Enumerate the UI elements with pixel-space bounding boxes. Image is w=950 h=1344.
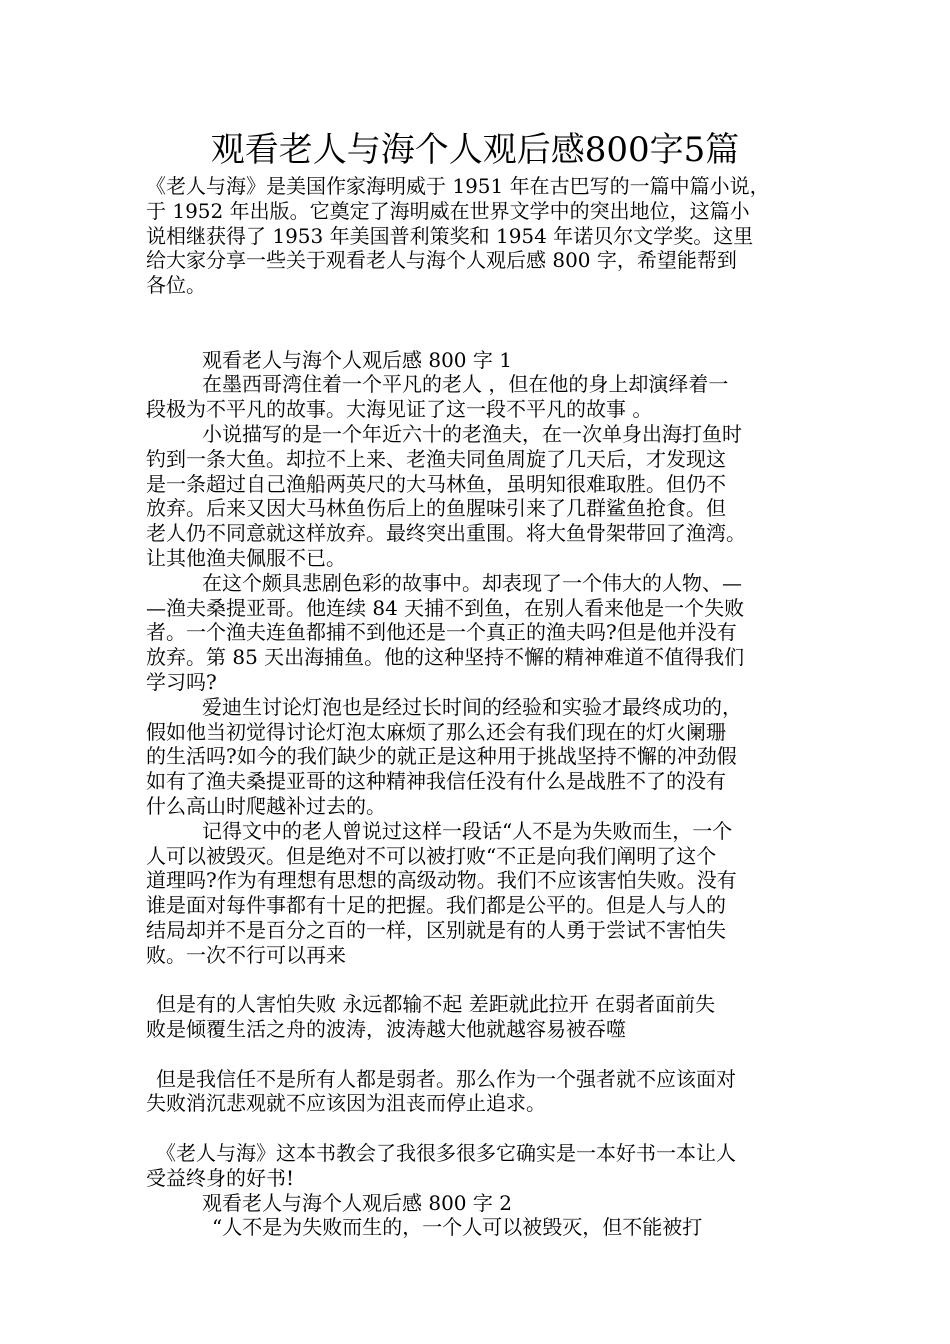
paragraph-line: 段极为不平凡的故事。大海见证了这一段不平凡的故事 。 xyxy=(146,397,653,422)
paragraph-line: 放弃。第 85 天出海捕鱼。他的这种坚持不懈的精神难道不值得我们 xyxy=(146,645,745,670)
blank-line xyxy=(146,968,818,993)
paragraph-line: 《老人与海》这本书教会了我很多很多它确实是一本好书一本让人 xyxy=(156,1141,736,1166)
paragraph-line: “人不是为失败而生的，一个人可以被毁灭，但不能被打 xyxy=(212,1215,703,1240)
paragraph-line: 在这个颇具悲剧色彩的故事中。却表现了一个伟大的人物、— xyxy=(202,570,742,595)
paragraph-line: —渔夫桑提亚哥。他连续 84 天捕不到鱼，在别人看来他是一个失败 xyxy=(146,595,745,620)
paragraph-line: 小说描写的是一个年近六十的老渔夫，在一次单身出海打鱼时 xyxy=(202,421,742,446)
section-heading: 观看老人与海个人观后感 800 字 1 xyxy=(202,347,512,372)
intro-line: 于 1952 年出版。它奠定了海明威在世界文学中的突出地位，这篇小 xyxy=(146,198,750,223)
paragraph-line: 爱迪生讨论灯泡也是经过长时间的经验和实验才最终成功的， xyxy=(202,694,742,719)
paragraph-line: 的生活吗?如今的我们缺少的就正是这种用于挑战坚持不懈的冲劲假 xyxy=(146,744,737,769)
paragraph-line: 老人仍不同意就这样放弃。最终突出重围。将大鱼骨架带回了渔湾。 xyxy=(146,521,746,546)
blank-line xyxy=(146,298,818,323)
paragraph-line: 败是倾覆生活之舟的波涛，波涛越大他就越容易被吞噬 xyxy=(146,1017,626,1042)
paragraph-line: 假如他当初觉得讨论灯泡太麻烦了那么还会有我们现在的灯火阑珊 xyxy=(146,719,726,744)
paragraph-line: 让其他渔夫佩服不已。 xyxy=(146,545,346,570)
document-body xyxy=(146,174,818,1240)
intro-line: 给大家分享一些关于观看老人与海个人观后感 800 字，希望能帮到 xyxy=(146,248,737,273)
paragraph-line: 失败消沉悲观就不应该因为沮丧而停止追求。 xyxy=(146,1091,546,1116)
paragraph-line: 结局却并不是百分之百的一样，区别就是有的人勇于尝试不害怕失 xyxy=(146,917,726,942)
paragraph-line: 记得文中的老人曾说过这样一段话“人不是为失败而生，一个 xyxy=(202,818,733,843)
paragraph-line: 人可以被毁灭。但是绝对不可以被打败“不正是向我们阐明了这个 xyxy=(146,843,717,868)
paragraph-line: 败。一次不行可以再来 xyxy=(146,942,346,967)
intro-line: 说相继获得了 1953 年美国普利策奖和 1954 年诺贝尔文学奖。这里 xyxy=(146,223,754,248)
paragraph-line: 但是我信任不是所有人都是弱者。那么作为一个强者就不应该面对 xyxy=(156,1066,736,1091)
blank-line xyxy=(146,323,818,348)
document-title: 观看老人与海个人观后感800字5篇 xyxy=(210,130,740,170)
paragraph-line: 道理吗?作为有理想有思想的高级动物。我们不应该害怕失败。没有 xyxy=(146,868,737,893)
paragraph-line: 如有了渔夫桑提亚哥的这种精神我信任没有什么是战胜不了的没有 xyxy=(146,769,726,794)
paragraph-line: 是一条超过自己渔船两英尺的大马林鱼，虽明知很难取胜。但仍不 xyxy=(146,471,726,496)
paragraph-line: 者。一个渔夫连鱼都捕不到他还是一个真正的渔夫吗?但是他并没有 xyxy=(146,620,737,645)
blank-line xyxy=(146,1116,818,1141)
paragraph-line: 学习吗? xyxy=(146,669,217,694)
paragraph-line: 什么高山时爬越补过去的。 xyxy=(146,793,386,818)
paragraph-line: 受益终身的好书! xyxy=(146,1165,295,1190)
intro-line: 各位。 xyxy=(146,273,206,298)
paragraph-line: 在墨西哥湾住着一个平凡的老人 ，但在他的身上却演绎着一 xyxy=(202,372,729,397)
paragraph-line: 钓到一条大鱼。却拉不上来、老渔夫同鱼周旋了几天后，才发现这 xyxy=(146,446,726,471)
blank-line xyxy=(146,1042,818,1067)
section-heading: 观看老人与海个人观后感 800 字 2 xyxy=(202,1190,512,1215)
paragraph-line: 谁是面对每件事都有十足的把握。我们都是公平的。但是人与人的 xyxy=(146,893,726,918)
paragraph-line: 但是有的人害怕失败 永远都输不起 差距就此拉开 在弱者面前失 xyxy=(156,992,716,1017)
paragraph-line: 放弃。后来又因大马林鱼伤后上的鱼腥味引来了几群鲨鱼抢食。但 xyxy=(146,496,726,521)
intro-line: 《老人与海》是美国作家海明威于 1951 年在古巴写的一篇中篇小说， xyxy=(146,174,770,198)
